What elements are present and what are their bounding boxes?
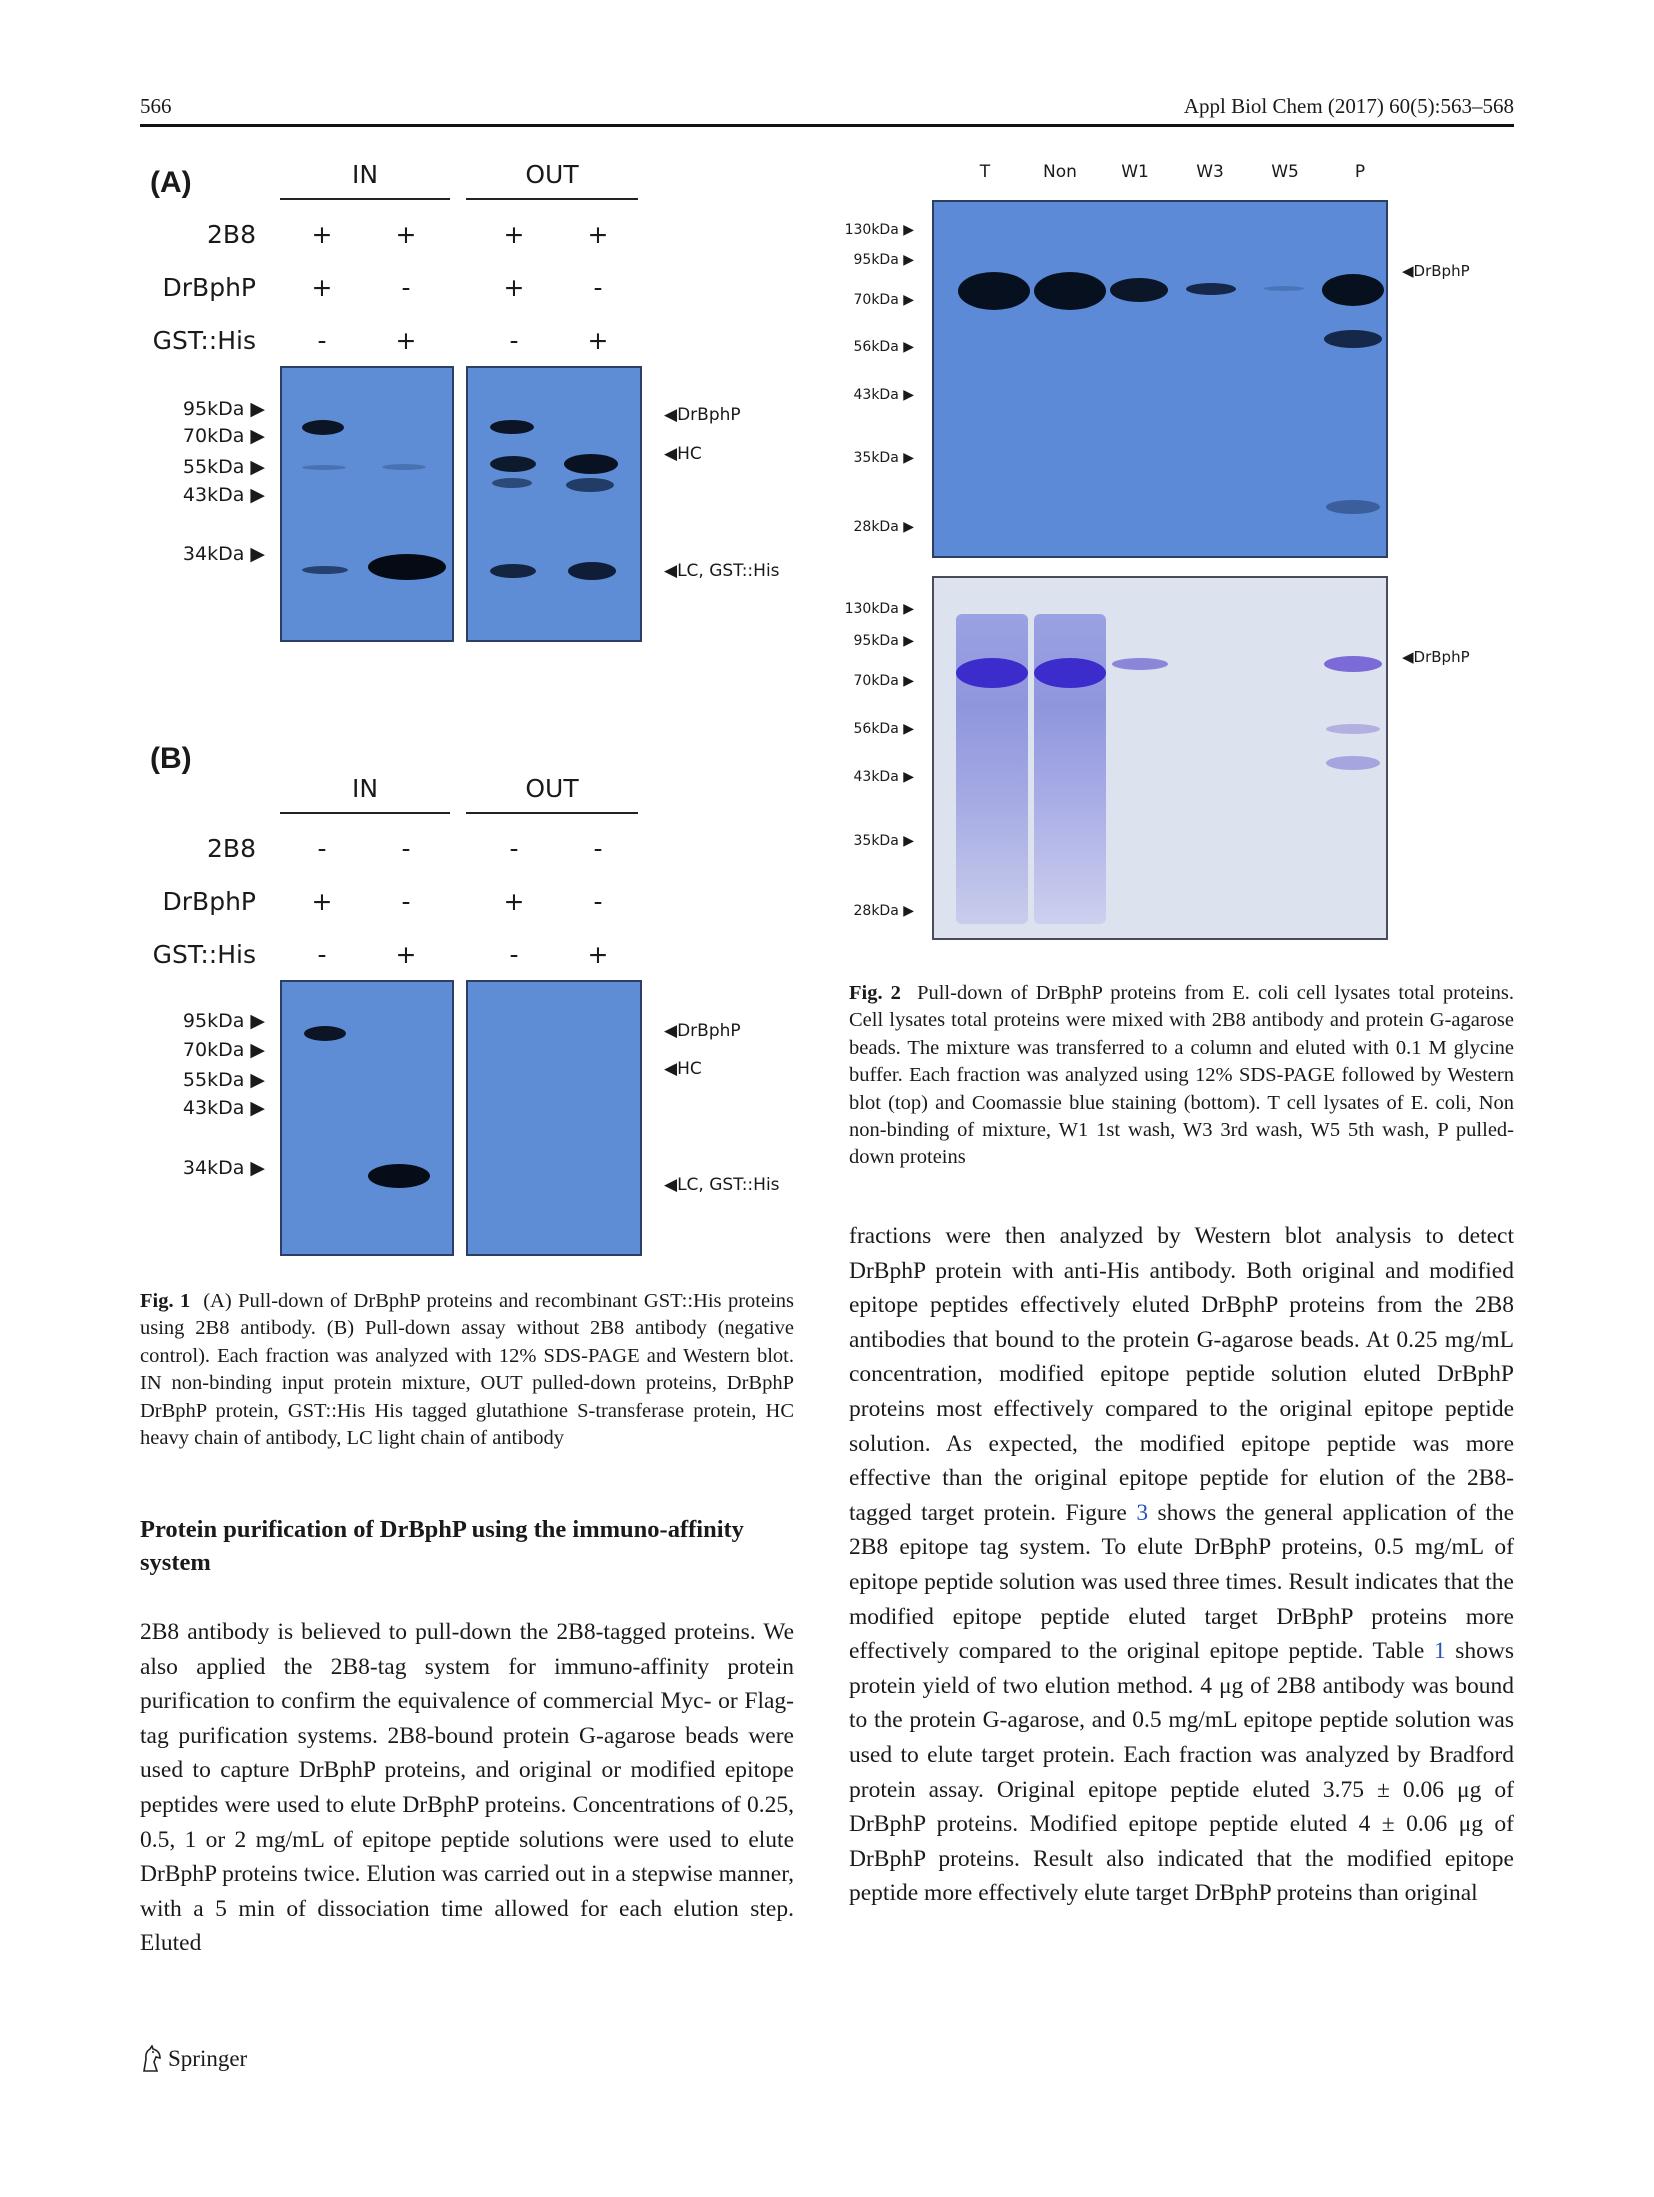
band-drbphp (490, 420, 534, 434)
group-in-line (280, 812, 450, 814)
band-label-drbphp-top: ◀DrBphP (1402, 262, 1470, 280)
cell: - (317, 940, 327, 969)
cell: - (509, 834, 519, 863)
band-non (1034, 272, 1106, 310)
lane-label-w5: W5 (1271, 162, 1299, 182)
marker-55kda: 55kDa ▶ (182, 1069, 265, 1091)
band-drbphp (304, 1026, 346, 1041)
band-label-drbphp: ◀DrBphP (664, 1021, 741, 1041)
marker-95kda: 95kDa ▶ (853, 252, 914, 268)
marker-95kda: 95kDa ▶ (182, 398, 265, 420)
springer-logo-text: Springer (168, 2046, 248, 2071)
figure-3-link[interactable]: 3 (1136, 1499, 1149, 1526)
band-lc (302, 566, 348, 574)
cell: - (401, 887, 411, 916)
group-in-label: IN (351, 774, 379, 803)
gel-band-p-lower (1326, 756, 1380, 770)
band-label-lc: ◀LC, GST::His (664, 561, 780, 581)
band-lc (568, 562, 616, 580)
section-heading: Protein purification of DrBphP using the immuno-affinity system (140, 1516, 744, 1576)
marker-55kda: 55kDa ▶ (182, 456, 265, 478)
panel-b-label: (B) (150, 742, 192, 775)
lane-label-non: Non (1043, 162, 1077, 182)
cell: + (395, 940, 417, 969)
band-p-drbphp (1322, 274, 1384, 306)
band-drbphp (302, 420, 344, 435)
cell: + (587, 940, 609, 969)
row-label-drbphp: DrBphP (162, 887, 256, 916)
marker-28kda: 28kDa ▶ (853, 903, 914, 919)
band-t (958, 272, 1030, 310)
marker-56kda: 56kDa ▶ (853, 339, 914, 355)
cell: + (395, 326, 417, 355)
gel-band-t-drbphp (956, 658, 1028, 688)
band-hc (490, 456, 536, 472)
band-faint (382, 464, 426, 470)
marker-130kda: 130kDa ▶ (844, 222, 914, 238)
western-blot-out (466, 980, 642, 1256)
page-number: 566 (140, 94, 172, 118)
cell: + (395, 220, 417, 249)
band-label-hc: ◀HC (664, 444, 702, 464)
cell: - (593, 887, 603, 916)
cell: - (401, 273, 411, 302)
cell: + (311, 887, 333, 916)
band-faint (302, 465, 346, 470)
journal-citation: Appl Biol Chem (2017) 60(5):563–568 (1183, 94, 1514, 118)
right-body-text-2: shows the general application of the 2B8 epitope tag system. To elute DrBphP proteins, 0.5 mg/mL of epitope peptide solution was used three times. Result indicates that the modified epitope peptide eluted target DrBphP proteins more effectively compared to the original epitope peptide. Table (849, 1499, 1515, 1665)
cell: - (401, 834, 411, 863)
panel-a-label: (A) (150, 166, 192, 199)
marker-70kda: 70kDa ▶ (853, 292, 914, 308)
marker-43kda: 43kDa ▶ (182, 484, 265, 506)
right-body-paragraph (849, 1219, 1514, 1911)
fig1-caption (140, 1288, 794, 1452)
cell: + (503, 220, 525, 249)
lane-label-p: P (1354, 162, 1366, 182)
marker-35kda: 35kDa ▶ (853, 833, 914, 849)
group-out-line (466, 198, 638, 200)
band-w1 (1110, 278, 1168, 302)
figure-word: Figure (1065, 1499, 1127, 1526)
left-body-paragraph: 2B8 antibody is believed to pull-down the 2B8-tagged proteins. We also applied the 2B8-tag system for immuno-affinity protein purification to confirm the equivalence of commercial Myc- or Flag-tag purification systems. 2B8-bound protein G-agarose beads were used to capture DrBphP proteins, and original or modified epitope peptides were used to elute DrBphP proteins. Concentrations of 0.25, 0.5, 1 or 2 mg/mL of epitope peptide solutions were used to elute DrBphP proteins twice. Elution was carried out in a stepwise manner, with a 5 min of dissociation time allowed for each elution step. Eluted (140, 1619, 794, 1957)
western-blot-in (280, 980, 454, 1256)
band-gsthis (368, 1164, 430, 1188)
cell: + (311, 273, 333, 302)
western-blot-top (932, 200, 1388, 558)
band-hc-lower (566, 478, 614, 492)
band-label-drbphp: ◀DrBphP (664, 405, 741, 425)
band-gsthis (368, 554, 446, 580)
gel-band-non-drbphp (1034, 658, 1106, 688)
table-1-link[interactable]: 1 (1433, 1638, 1446, 1665)
cell: + (503, 887, 525, 916)
band-lc (490, 564, 536, 578)
marker-56kda: 56kDa ▶ (853, 721, 914, 737)
right-body-text-3: shows protein yield of two elution method. 4 μg of 2B8 antibody was bound to the protein G-agarose, and 0.5 mg/mL epitope peptide solution was used to elute target protein. Each fraction was analyzed by Bradford protein assay. Original epitope peptide eluted 3.75 ± 0.06 μg of DrBphP proteins. Modified epitope peptide eluted 4 ± 0.06 μg of DrBphP proteins. Result also indicated that the modified epitope peptide more effectively elute target DrBphP proteins than original (849, 1638, 1515, 1907)
marker-70kda: 70kDa ▶ (182, 425, 265, 447)
group-in-line (280, 198, 450, 200)
band-w5 (1264, 286, 1304, 291)
marker-43kda: 43kDa ▶ (853, 769, 914, 785)
band-label-lc: ◀LC, GST::His (664, 1175, 780, 1195)
cell: - (509, 326, 519, 355)
fig2-caption-label: Fig. 2 (849, 982, 901, 1004)
marker-34kda: 34kDa ▶ (182, 543, 265, 565)
cell: - (317, 834, 327, 863)
cell: - (593, 273, 603, 302)
fig2-caption (849, 980, 1514, 1172)
cell: + (503, 273, 525, 302)
fig1-caption-text: (A) Pull-down of DrBphP proteins and recombinant GST::His proteins using 2B8 antibody. (B) Pull-down assay without 2B8 antibody (negative control). Each fraction was analyzed with 12% SDS-PAGE and Western blot. IN non-binding input protein mixture, OUT pulled-down proteins, DrBphP DrBphP protein, GST::His His tagged glutathione S-transferase protein, HC heavy chain of antibody, LC light chain of antibody (140, 1290, 795, 1450)
row-label-2b8: 2B8 (207, 834, 256, 863)
row-label-2b8: 2B8 (207, 220, 256, 249)
marker-70kda: 70kDa ▶ (182, 1039, 265, 1061)
band-label-hc: ◀HC (664, 1059, 702, 1079)
gel-band-p (1324, 656, 1382, 672)
coomassie-gel-bottom (932, 576, 1388, 940)
group-out-label: OUT (525, 774, 579, 803)
cell: - (509, 940, 519, 969)
cell: + (587, 326, 609, 355)
group-out-label: OUT (525, 160, 579, 189)
marker-35kda: 35kDa ▶ (853, 450, 914, 466)
row-label-drbphp: DrBphP (162, 273, 256, 302)
marker-43kda: 43kDa ▶ (853, 387, 914, 403)
western-blot-out (466, 366, 642, 642)
fig2-caption-text: Pull-down of DrBphP proteins from E. coli cell lysates total proteins. Cell lysates total proteins were mixed with 2B8 antibody and protein G-agarose beads. The mixture was transferred to a column and eluted with 0.1 M glycine buffer. Each fraction was analyzed using 12% SDS-PAGE followed by Western blot (top) and Coomassie blue staining (bottom). T cell lysates of E. coli, Non non-binding of mixture, W1 1st wash, W3 3rd wash, W5 5th wash, P pulled-down proteins (849, 982, 1515, 1169)
band-p-lc (1326, 500, 1380, 514)
springer-horse-icon (140, 2045, 164, 2073)
marker-34kda: 34kDa ▶ (182, 1157, 265, 1179)
right-body-text-1: fractions were then analyzed by Western blot analysis to detect DrBphP protein with anti-His antibody. Both original and modified epitope peptides effectively eluted DrBphP proteins from the 2B8 antibodies that bound to the protein G-agarose beads. At 0.25 mg/mL concentration, modified epitope peptide solution eluted DrBphP proteins most effectively compared to the original epitope peptide solution. As expected, the modified epitope peptide was more effective than the original epitope peptide for elution of the 2B8-tagged target protein. (849, 1223, 1514, 1526)
row-label-gsthis: GST::His (152, 940, 256, 969)
marker-43kda: 43kDa ▶ (182, 1097, 265, 1119)
marker-95kda: 95kDa ▶ (182, 1010, 265, 1032)
marker-95kda: 95kDa ▶ (853, 633, 914, 649)
band-w3 (1186, 283, 1236, 295)
cell: - (317, 326, 327, 355)
group-in-label: IN (351, 160, 379, 189)
marker-130kda: 130kDa ▶ (844, 601, 914, 617)
cell: - (593, 834, 603, 863)
header-rule (140, 124, 1514, 127)
lane-label-t: T (979, 162, 991, 182)
band-hc-lower (492, 478, 532, 488)
marker-70kda: 70kDa ▶ (853, 673, 914, 689)
row-label-gsthis: GST::His (152, 326, 256, 355)
group-out-line (466, 812, 638, 814)
western-blot-in (280, 366, 454, 642)
band-label-drbphp-bottom: ◀DrBphP (1402, 648, 1470, 666)
cell: + (311, 220, 333, 249)
marker-28kda: 28kDa ▶ (853, 519, 914, 535)
gel-band-w1 (1112, 658, 1168, 670)
cell: + (587, 220, 609, 249)
band-p-hc (1324, 330, 1382, 348)
lane-label-w1: W1 (1121, 162, 1149, 182)
lane-label-w3: W3 (1196, 162, 1224, 182)
fig1-caption-label: Fig. 1 (140, 1290, 191, 1312)
band-hc (564, 454, 618, 474)
gel-band-p-lower (1326, 724, 1380, 734)
